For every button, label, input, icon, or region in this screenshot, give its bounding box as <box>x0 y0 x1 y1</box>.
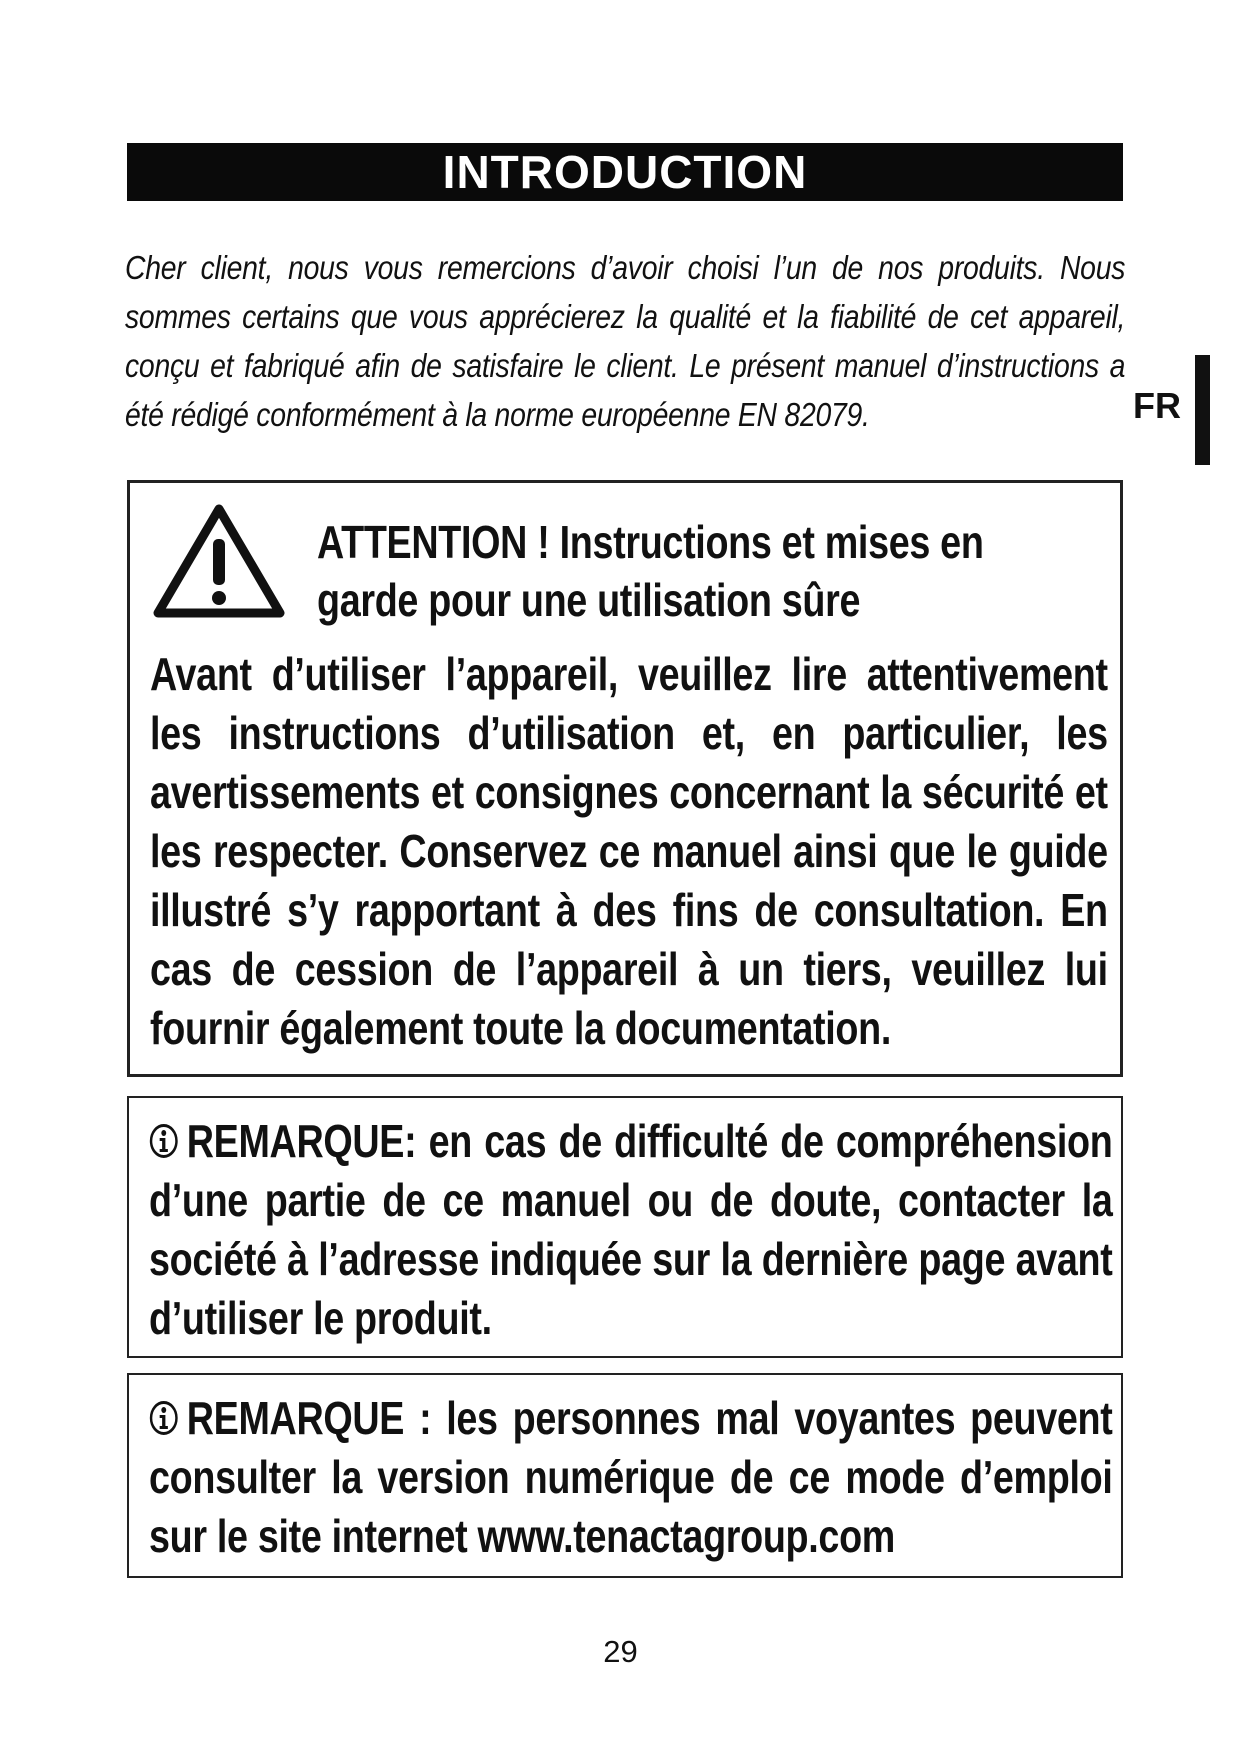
intro-text: Cher client, nous vous remercions d’avoir choisi l’un de nos produits. Nous sommes certains que vous apprécierez la qualité et la fiabilité de cet appareil, conçu et fabriqué afin de satisfaire le client. Le présent manuel d’instructions a été rédigé conformément à la norme européenne EN 82079. <box>125 249 1126 433</box>
info-icon <box>149 1123 179 1159</box>
note-2-text: REMARQUE : les personnes mal voyantes peuvent consulter la version numérique de ce mode d’emploi sur le site internet www.tenactagroup.com <box>149 1392 1113 1562</box>
safety-warning-box <box>127 480 1123 1077</box>
intro-paragraph <box>125 243 1125 439</box>
page-number: 29 <box>603 1634 638 1669</box>
note-text-visually-impaired <box>149 1389 1113 1566</box>
warning-title-text: ATTENTION ! Instructions et mises en garde pour une utilisation sûre <box>317 516 984 626</box>
page-title: INTRODUCTION <box>127 143 1123 201</box>
info-icon <box>149 1400 179 1436</box>
warning-title <box>317 513 1047 629</box>
language-tab-marker <box>1195 355 1210 465</box>
warning-body-text: Avant d’utiliser l’appareil, veuillez lire attentivement les instructions d’utilisation et, en particulier, les avertissements et consignes concernant la sécurité et les respecter. Conservez ce manuel ainsi que le guide illustré s’y rapportant à des fins de consultation. En cas de cession de l’appareil à un tiers, veuillez lui fournir également toute la documentation. <box>150 648 1108 1054</box>
warning-body <box>150 645 1108 1058</box>
note-box-visually-impaired <box>127 1373 1123 1578</box>
language-label: FR <box>1133 385 1181 426</box>
note-text-comprehension <box>149 1112 1113 1348</box>
note-1-text: REMARQUE: en cas de difficulté de compréhension d’une partie de ce manuel ou de doute, contacter la société à l’adresse indiquée sur la dernière page avant d’utiliser le produit. <box>149 1115 1113 1344</box>
warning-triangle-icon <box>152 501 286 621</box>
note-box-comprehension <box>127 1096 1123 1358</box>
